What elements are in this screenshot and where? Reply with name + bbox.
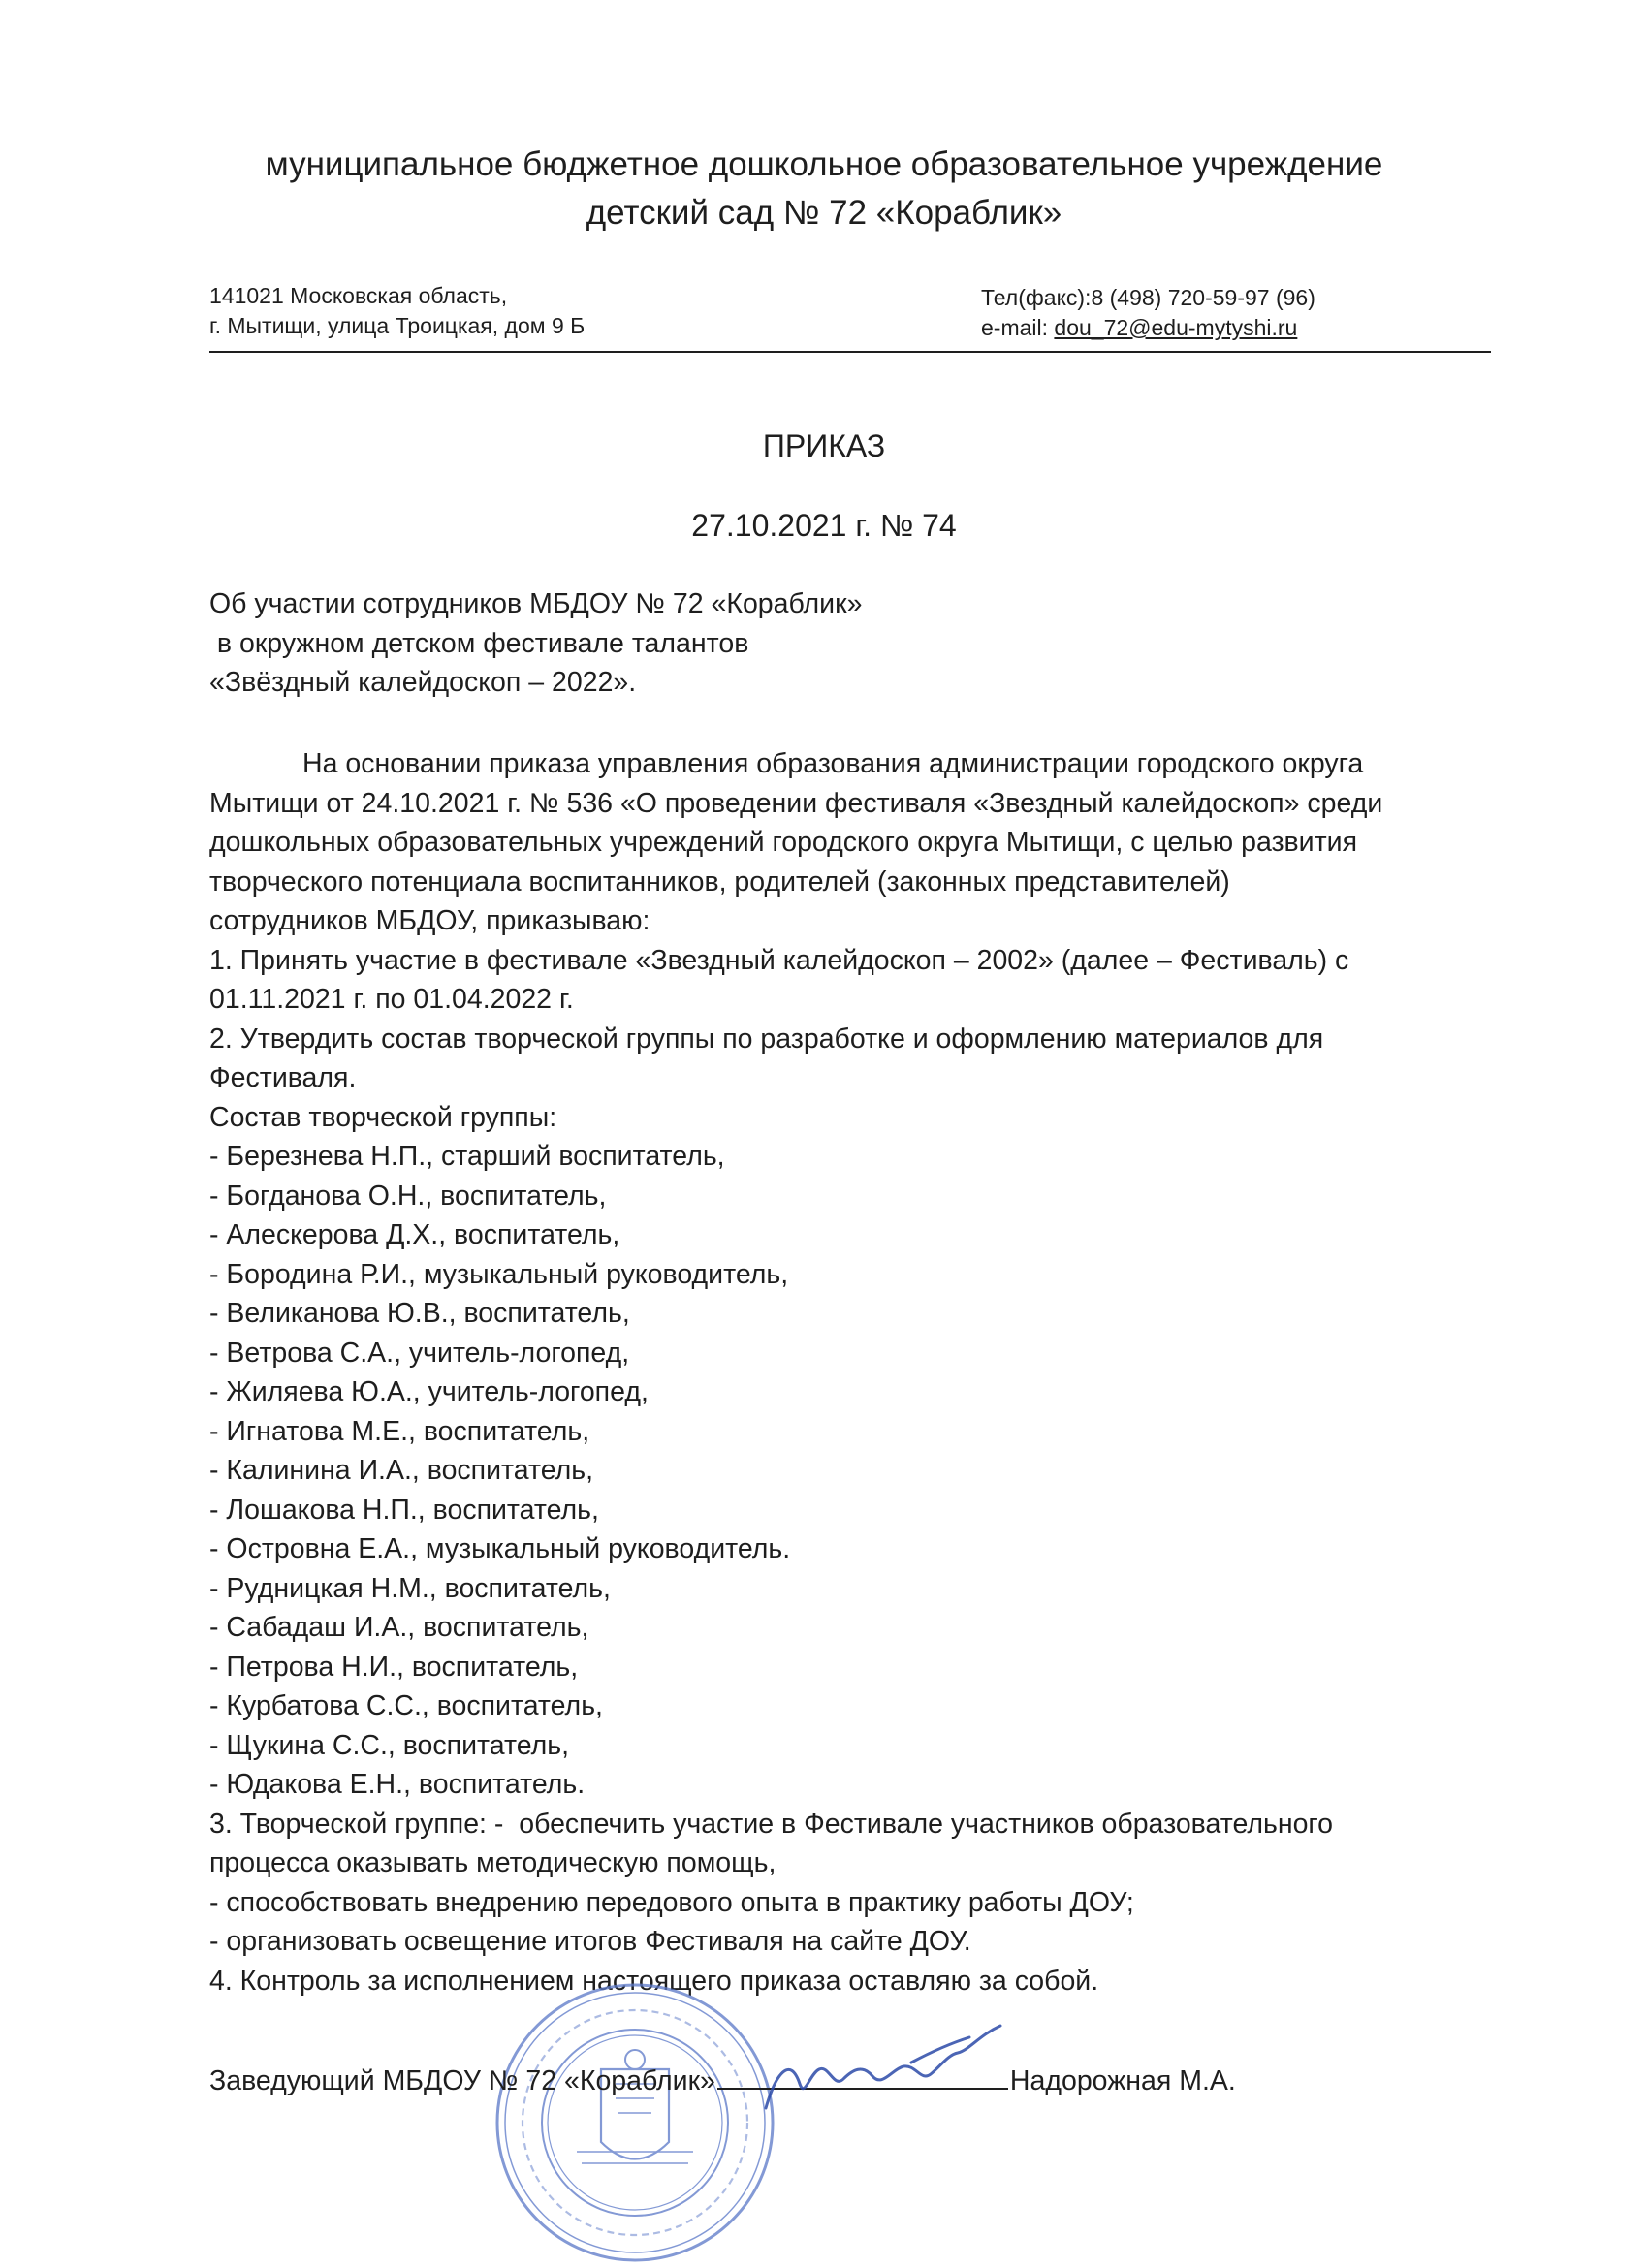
order-date-number: 27.10.2021 г. № 74 — [691, 508, 957, 543]
body-line: 1. Принять участие в фестивале «Звездный калейдоскоп – 2002» (далее – Фестиваль) с — [209, 944, 1349, 976]
group-member: - Жиляева Ю.А., учитель-логопед, — [209, 1376, 649, 1407]
group-member: - Курбатова С.С., воспитатель, — [209, 1690, 603, 1721]
group-member: - Березнева Н.П., старший воспитатель, — [209, 1141, 725, 1172]
order-title: ПРИКАЗ — [762, 428, 886, 463]
body-line: Мытищи от 24.10.2021 г. № 536 «О проведении фестиваля «Звездный калейдоскоп» среди — [209, 787, 1383, 819]
body-line: Фестиваля. — [209, 1062, 357, 1093]
subject-line: Об участии сотрудников МБДОУ № 72 «Кораблик» — [209, 588, 863, 619]
body-line: дошкольных образовательных учреждений городского округа Мытищи, с целью развития — [209, 827, 1358, 858]
header-divider — [209, 351, 1491, 353]
body-line: процесса оказывать методическую помощь, — [209, 1847, 776, 1878]
subject-line: в окружном детском фестивале талантов — [209, 627, 749, 659]
signature-row — [209, 2063, 1236, 2097]
address-line1: 141021 Московская область, — [209, 283, 508, 308]
body-line: Состав творческой группы: — [209, 1101, 557, 1133]
email-link[interactable]: dou_72@edu-mytyshi.ru — [1054, 315, 1298, 340]
group-member: - Бородина Р.И., музыкальный руководитель, — [209, 1258, 789, 1290]
group-member: - Рудницкая Н.М., воспитатель, — [209, 1572, 611, 1604]
body-line: 4. Контроль за исполнением настоящего приказа оставляю за собой. — [209, 1965, 1099, 1997]
handwritten-signature — [746, 2016, 1047, 2123]
body-line: 3. Творческой группе: - обеспечить участие в Фестивале участников образовательного — [209, 1808, 1334, 1840]
body-line: 2. Утвердить состав творческой группы по разработке и оформлению материалов для — [209, 1023, 1324, 1055]
body-line: сотрудников МБДОУ, приказываю: — [209, 905, 650, 936]
group-member: - Островна Е.А., музыкальный руководитель. — [209, 1533, 791, 1564]
address-line2: г. Мытищи, улица Троицкая, дом 9 Б — [209, 313, 586, 338]
contact-block — [981, 283, 1315, 343]
group-member: - Игнатова М.Е., воспитатель, — [209, 1415, 590, 1447]
group-member: - Щукина С.С., воспитатель, — [209, 1729, 570, 1761]
group-member: - Богданова О.Н., воспитатель, — [209, 1180, 607, 1212]
group-member: - Лошакова Н.П., воспитатель, — [209, 1494, 599, 1526]
address-block — [209, 281, 585, 341]
body-line: 01.11.2021 г. по 01.04.2022 г. — [209, 984, 574, 1015]
order-subject — [209, 584, 862, 703]
official-stamp — [485, 1977, 785, 2268]
org-name-line1: муниципальное бюджетное дошкольное образовательное учреждение — [265, 145, 1383, 183]
group-member: - Юдакова Е.Н., воспитатель. — [209, 1769, 586, 1800]
body-line: На основании приказа управления образования администрации городского округа — [302, 748, 1364, 779]
order-body — [209, 744, 1382, 2000]
group-member: - Алескерова Д.Х., воспитатель, — [209, 1219, 620, 1250]
subject-line: «Звёздный калейдоскоп – 2022». — [209, 667, 637, 698]
phone-text: Тел(факс):8 (498) 720-59-97 (96) — [981, 285, 1315, 310]
group-member: - Сабадаш И.А., воспитатель, — [209, 1612, 589, 1643]
group-member: - Ветрова С.А., учитель-логопед, — [209, 1337, 630, 1369]
email-label: e-mail: — [981, 315, 1055, 340]
org-name-line2: детский сад № 72 «Кораблик» — [586, 194, 1062, 232]
email-row — [981, 313, 1315, 343]
group-member: - Петрова Н.И., воспитатель, — [209, 1651, 579, 1683]
body-line: творческого потенциала воспитанников, родителей (законных представителей) — [209, 866, 1230, 898]
group-member: - Великанова Ю.В., воспитатель, — [209, 1298, 630, 1329]
body-line: - организовать освещение итогов Фестиваля на сайте ДОУ. — [209, 1926, 971, 1957]
body-line: - способствовать внедрению передового опыта в практику работы ДОУ; — [209, 1886, 1134, 1918]
signatory-name: Надорожная М.А. — [1009, 2065, 1236, 2096]
group-member: - Калинина И.А., воспитатель, — [209, 1455, 594, 1486]
signatory-position: Заведующий МБДОУ № 72 «Кораблик» — [209, 2065, 715, 2096]
